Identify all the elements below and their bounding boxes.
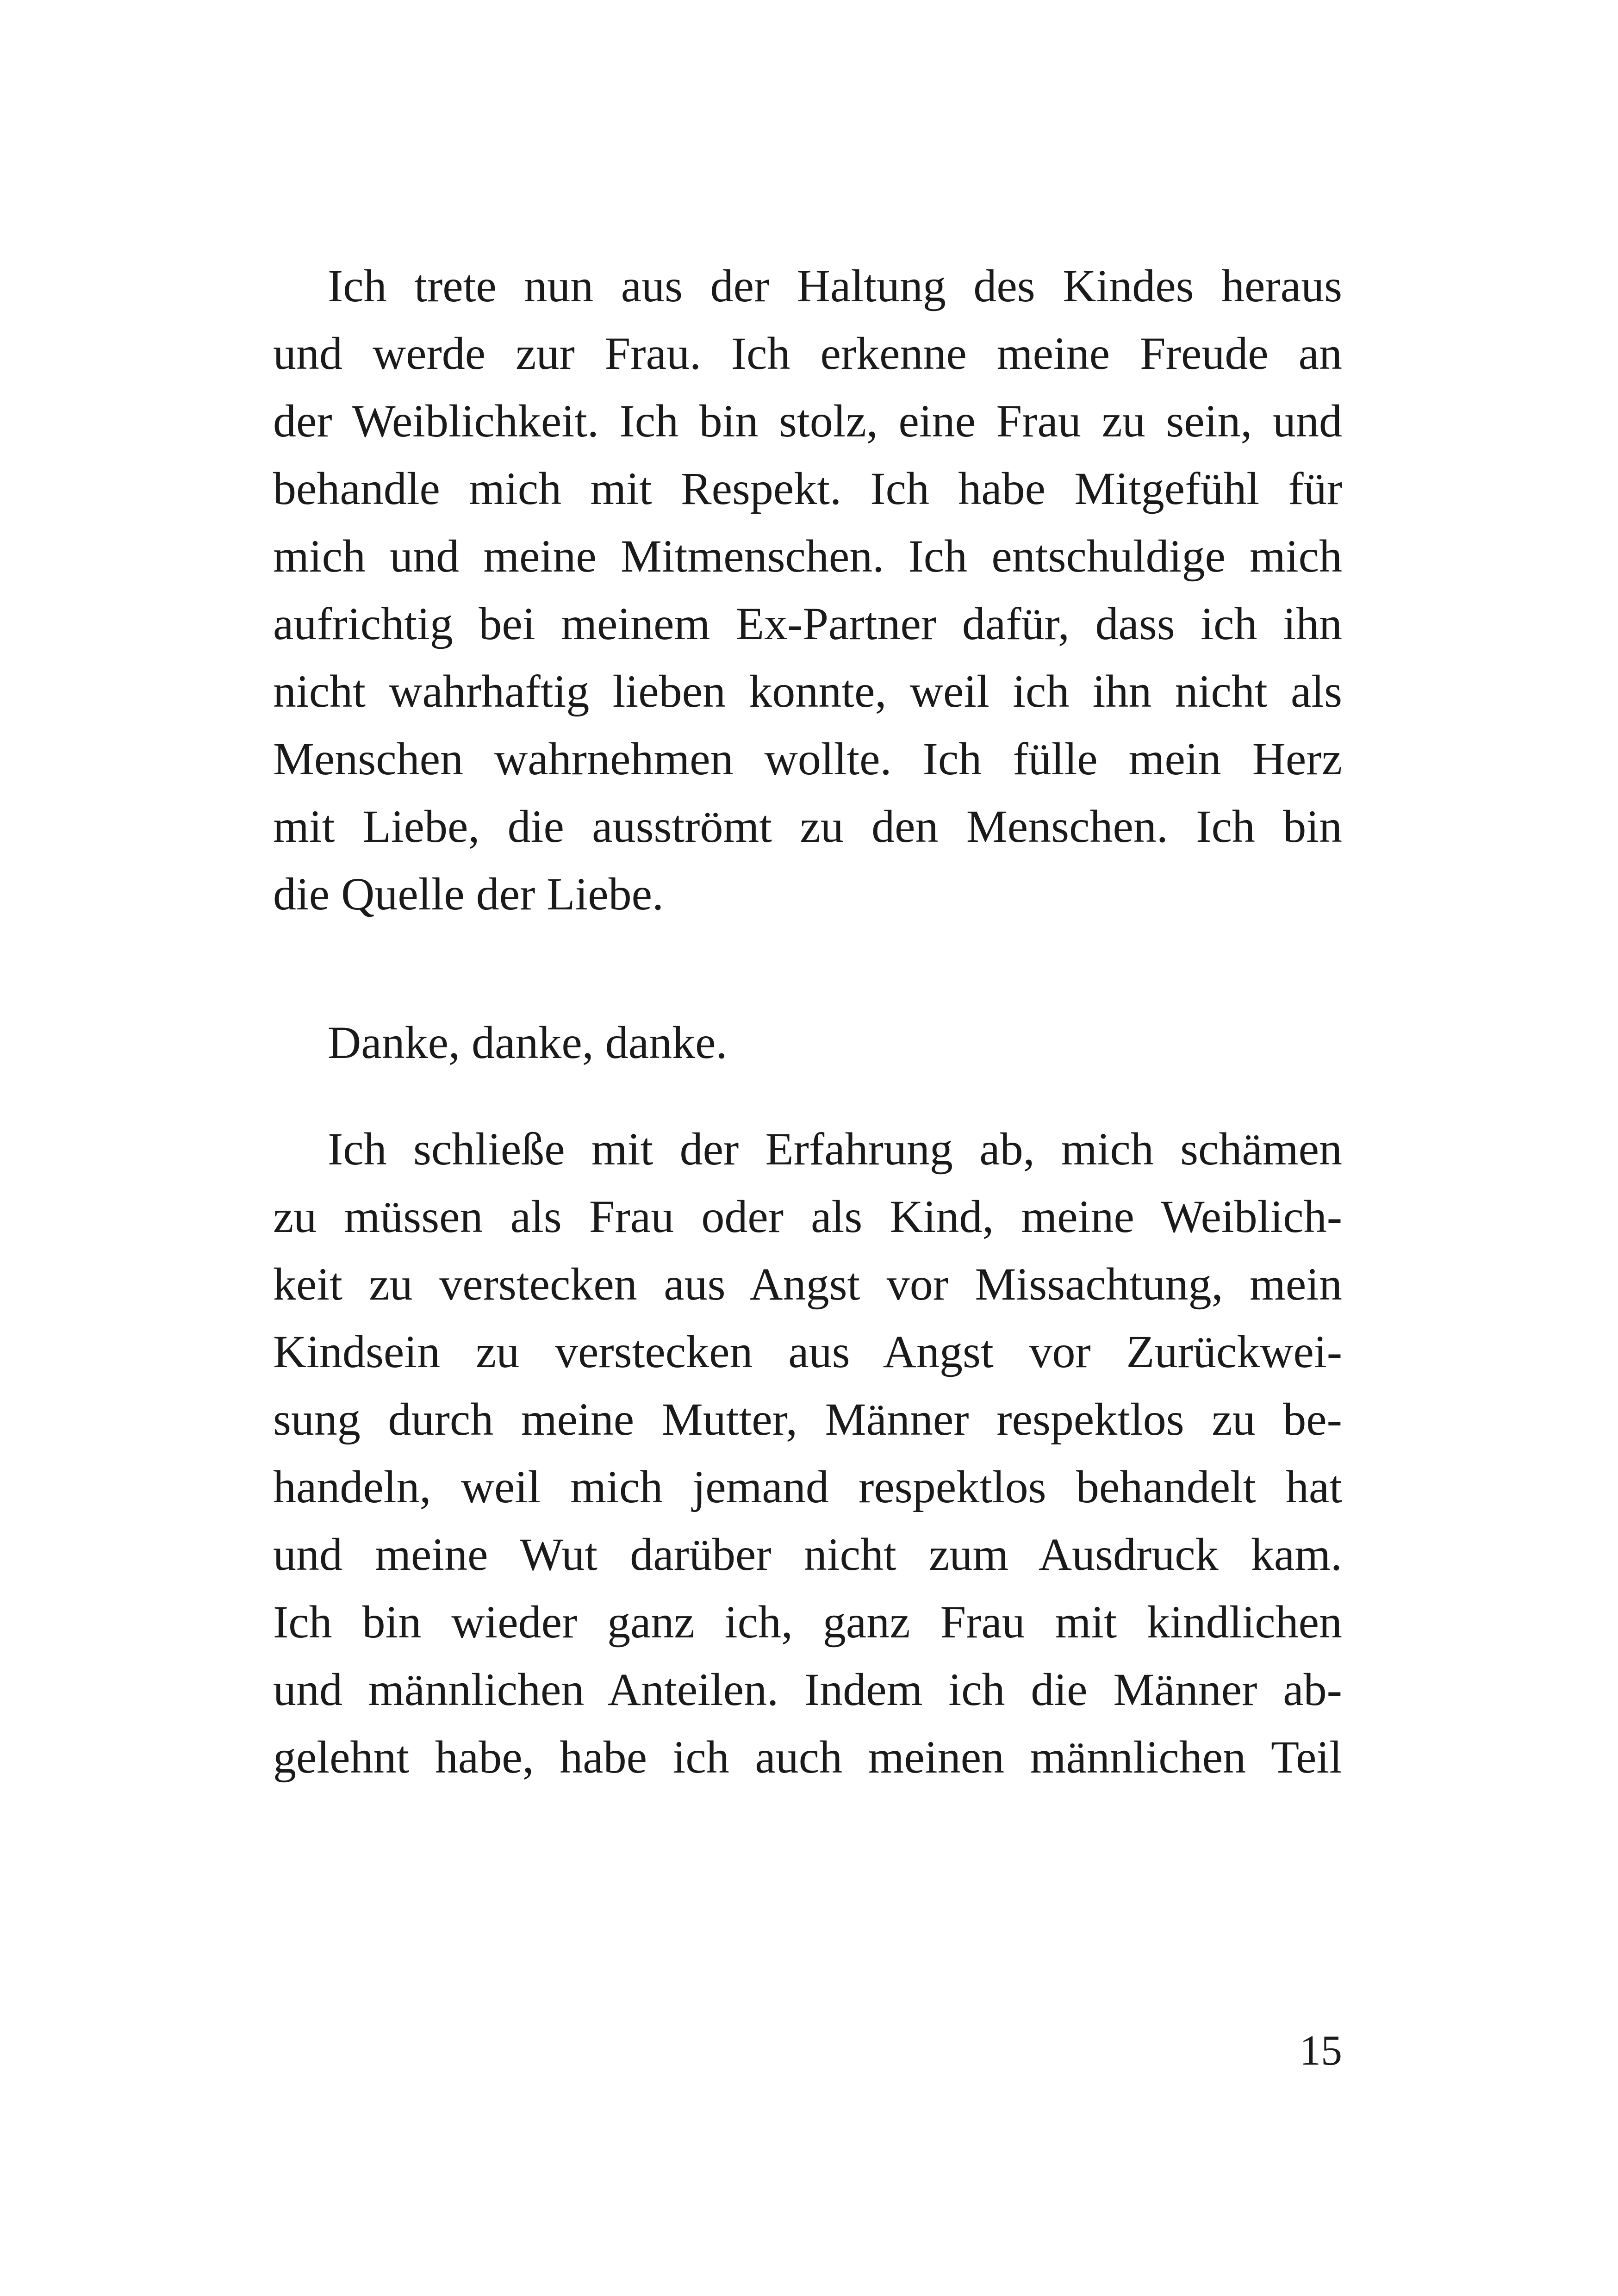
paragraph-line: nicht wahrhaftig lieben konnte, weil ich ihn nicht als: [273, 666, 1342, 717]
paragraph-line: mich und meine Mitmenschen. Ich entschuldige mich: [273, 530, 1342, 582]
paragraph-line: zu müssen als Frau oder als Kind, meine Weiblich-: [273, 1191, 1342, 1242]
paragraph-line: der Weiblichkeit. Ich bin stolz, eine Frau zu sein, und: [273, 395, 1342, 447]
paragraph-line: Ich schließe mit der Erfahrung ab, mich schämen: [328, 1123, 1342, 1175]
paragraph-line: Kindsein zu verstecken aus Angst vor Zurückwei-: [273, 1326, 1342, 1377]
paragraph-line: Danke, danke, danke.: [328, 1017, 728, 1068]
paragraph-line: keit zu verstecken aus Angst vor Missachtung, mein: [273, 1258, 1342, 1310]
paragraph-line: und männlichen Anteilen. Indem ich die Männer ab-: [273, 1664, 1342, 1715]
paragraph-line: gelehnt habe, habe ich auch meinen männlichen Teil: [273, 1731, 1342, 1783]
paragraph-1: [273, 252, 1342, 928]
paragraph-line: und werde zur Frau. Ich erkenne meine Freude an: [273, 328, 1342, 379]
paragraph-line: Ich bin wieder ganz ich, ganz Frau mit kindlichen: [273, 1596, 1342, 1648]
paragraph-line: mit Liebe, die ausströmt zu den Menschen. Ich bin: [273, 801, 1342, 852]
paragraph-line: handeln, weil mich jemand respektlos behandelt hat: [273, 1461, 1342, 1512]
paragraph-3: [273, 1115, 1342, 1791]
paragraph-2: [273, 1009, 1342, 1076]
paragraph-line: die Quelle der Liebe.: [273, 868, 664, 920]
paragraph-line: sung durch meine Mutter, Männer respektlos zu be-: [273, 1394, 1342, 1445]
paragraph-line: aufrichtig bei meinem Ex-Partner dafür, dass ich ihn: [273, 598, 1342, 649]
paragraph-line: Menschen wahrnehmen wollte. Ich fülle mein Herz: [273, 733, 1342, 784]
paragraph-line: Ich trete nun aus der Haltung des Kindes heraus: [328, 260, 1342, 311]
paragraph-line: behandle mich mit Respekt. Ich habe Mitgefühl für: [273, 463, 1342, 514]
paragraph-line: und meine Wut darüber nicht zum Ausdruck kam.: [273, 1529, 1342, 1580]
page-number: 15: [1300, 2027, 1342, 2074]
